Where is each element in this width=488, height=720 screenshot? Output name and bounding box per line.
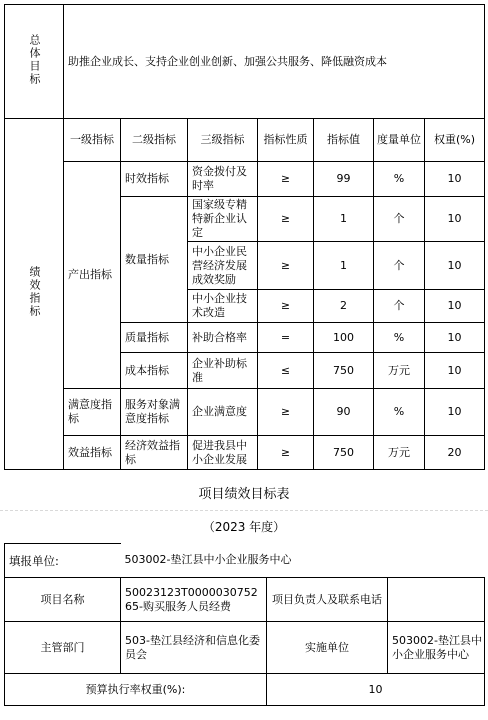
unit-cell: 个 <box>374 197 425 242</box>
weight-cell: 10 <box>425 389 485 436</box>
header-value: 指标值 <box>314 119 374 162</box>
level2-cell: 质量指标 <box>121 323 188 353</box>
filler-label: 填报单位: <box>5 544 121 578</box>
value-cell: 100 <box>314 323 374 353</box>
header-level2: 二级指标 <box>121 119 188 162</box>
form-year: （2023 年度） <box>202 520 286 534</box>
level1-cell: 效益指标 <box>64 436 121 470</box>
nature-cell: ≥ <box>258 389 314 436</box>
value-cell: 99 <box>314 162 374 197</box>
value-cell: 750 <box>314 353 374 389</box>
level2-cell: 时效指标 <box>121 162 188 197</box>
form-title: 项目绩效目标表 <box>198 487 290 502</box>
indicator-table <box>4 4 485 470</box>
header-level3: 三级指标 <box>188 119 258 162</box>
weight-cell: 10 <box>425 323 485 353</box>
overall-goal-label: 总体目标 <box>5 5 64 119</box>
nature-cell: ≥ <box>258 290 314 323</box>
unit-cell: % <box>374 389 425 436</box>
table-row <box>5 389 485 436</box>
weight-cell: 10 <box>425 290 485 323</box>
level3-cell: 促进我县中小企业发展 <box>188 436 258 470</box>
header-level1: 一级指标 <box>64 119 121 162</box>
level3-cell: 补助合格率 <box>188 323 258 353</box>
header-weight: 权重(%) <box>425 119 485 162</box>
weight-cell: 10 <box>425 353 485 389</box>
person-label: 项目负责人及联系电话 <box>267 578 388 622</box>
value-cell: 90 <box>314 389 374 436</box>
impl-label: 实施单位 <box>267 622 388 674</box>
weight-cell: 10 <box>425 197 485 242</box>
header-nature: 指标性质 <box>258 119 314 162</box>
weight-cell: 10 <box>425 242 485 290</box>
level1-cell: 产出指标 <box>64 162 121 389</box>
project-name-label: 项目名称 <box>5 578 121 622</box>
nature-cell: ≥ <box>258 197 314 242</box>
nature-cell: ≥ <box>258 162 314 197</box>
level2-cell: 成本指标 <box>121 353 188 389</box>
nature-cell: ≥ <box>258 242 314 290</box>
level3-cell: 企业补助标准 <box>188 353 258 389</box>
divider <box>0 510 488 511</box>
nature-cell: = <box>258 323 314 353</box>
level1-cell: 满意度指标 <box>64 389 121 436</box>
level2-cell: 服务对象满意度指标 <box>121 389 188 436</box>
value-cell: 750 <box>314 436 374 470</box>
budget-value: 10 <box>267 674 485 706</box>
project-name-value: 50023123T000003075265-购买服务人员经费 <box>121 578 267 622</box>
weight-cell: 10 <box>425 162 485 197</box>
level2-cell: 经济效益指标 <box>121 436 188 470</box>
level3-cell: 企业满意度 <box>188 389 258 436</box>
level3-cell: 中小企业民营经济发展成效奖励 <box>188 242 258 290</box>
impl-value: 503002-垫江县中小企业服务中心 <box>388 622 485 674</box>
level3-cell: 中小企业技术改造 <box>188 290 258 323</box>
level3-cell: 国家级专精特新企业认定 <box>188 197 258 242</box>
table-row <box>5 436 485 470</box>
unit-cell: 个 <box>374 242 425 290</box>
level2-cell: 数量指标 <box>121 197 188 323</box>
dept-label: 主管部门 <box>5 622 121 674</box>
project-info-table <box>4 543 485 706</box>
table-row <box>5 162 485 197</box>
level3-cell: 资金拨付及时率 <box>188 162 258 197</box>
value-cell: 1 <box>314 197 374 242</box>
nature-cell: ≤ <box>258 353 314 389</box>
person-value <box>388 578 485 622</box>
unit-cell: % <box>374 323 425 353</box>
dept-value: 503-垫江县经济和信息化委员会 <box>121 622 267 674</box>
nature-cell: ≥ <box>258 436 314 470</box>
header-unit: 度量单位 <box>374 119 425 162</box>
value-cell: 1 <box>314 242 374 290</box>
weight-cell: 20 <box>425 436 485 470</box>
unit-cell: 个 <box>374 290 425 323</box>
budget-label: 预算执行率权重(%): <box>5 674 267 706</box>
overall-goal-text: 助推企业成长、支持企业创业创新、加强公共服务、降低融资成本 <box>64 5 485 119</box>
unit-cell: % <box>374 162 425 197</box>
unit-cell: 万元 <box>374 436 425 470</box>
unit-cell: 万元 <box>374 353 425 389</box>
performance-indicator-label: 绩效指标 <box>5 119 64 470</box>
filler-value: 503002-垫江县中小企业服务中心 <box>121 544 485 578</box>
value-cell: 2 <box>314 290 374 323</box>
